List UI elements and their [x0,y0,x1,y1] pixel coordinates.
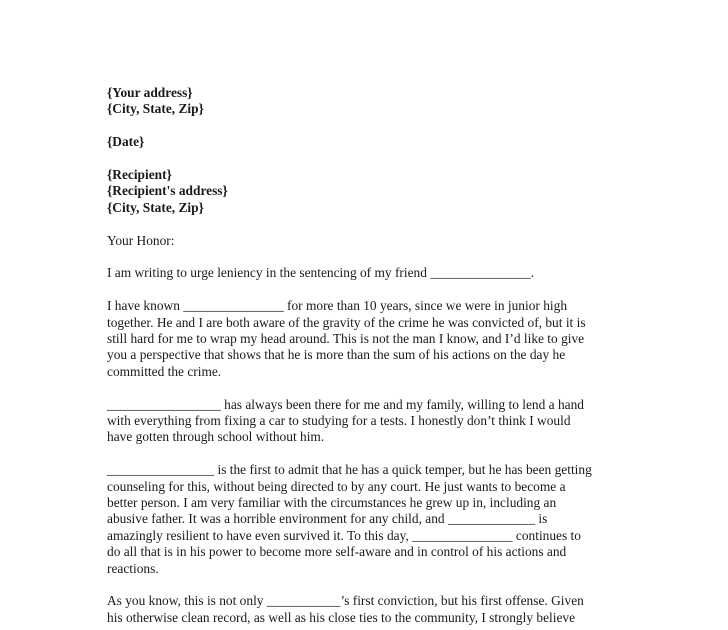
recipient-name: {Recipient} [107,167,172,182]
paragraph-line: As you know, this is not only ___________’s first conviction, but his first offense. Given [107,593,584,609]
paragraph-line: better person. I am very familiar with the circumstances he grew up in, including an [107,495,557,511]
letter-page [107,85,627,626]
paragraph-line: still hard for me to wrap my head around. This is not the man I know, and I’d like to give [107,331,585,347]
sender-city-state-zip: {City, State, Zip} [107,101,204,117]
paragraph-line: I have known _______________ for more than 10 years, since we were in junior high [107,298,568,314]
recipient-address: {Recipient's address} [107,183,228,199]
paragraph-line: abusive father. It was a horrible environment for any child, and _____________ is [107,511,548,527]
paragraph-line: I am writing to urge leniency in the sentencing of my friend _______________. [107,265,535,281]
paragraph-line: with everything from fixing a car to studying for a tests. I honestly don’t think I would [107,413,571,429]
paragraph-4 [107,462,627,577]
paragraph-line: ________________ is the first to admit that he has a quick temper, but he has been getting [107,462,592,478]
paragraph-line: do all that is in his power to become more self-aware and in control of his actions and [107,544,567,560]
paragraph-line: reactions. [107,560,159,576]
date-line [107,134,627,150]
paragraph-line: amazingly resilient to have even survived it. To this day, _______________ continues to [107,527,581,543]
paragraph-line: counseling for this, without being directed to by any court. He just wants to become a [107,478,566,494]
paragraph-3 [107,397,627,446]
paragraph-1 [107,265,627,281]
salutation: Your Honor: [107,232,175,248]
letter-date: {Date} [107,134,145,150]
paragraph-5 [107,593,627,626]
paragraph-line: together. He and I are both aware of the gravity of the crime he was convicted of, but it is [107,314,586,330]
sender-address: {Your address} [107,85,193,100]
recipient-city-state-zip: {City, State, Zip} [107,199,204,215]
paragraph-line: his otherwise clean record, as well as his close ties to the community, I strongly believe [107,609,576,625]
sender-block [107,85,627,118]
paragraph-line: _________________ has always been there for me and my family, willing to lend a hand [107,396,584,412]
recipient-block [107,167,627,216]
paragraph-2 [107,298,627,380]
paragraph-line: you a perspective that shows that he is more than the sum of his actions on the day he [107,347,566,363]
paragraph-line: committed the crime. [107,363,222,379]
paragraph-line: have gotten through school without him. [107,429,325,445]
salutation-block [107,233,627,249]
